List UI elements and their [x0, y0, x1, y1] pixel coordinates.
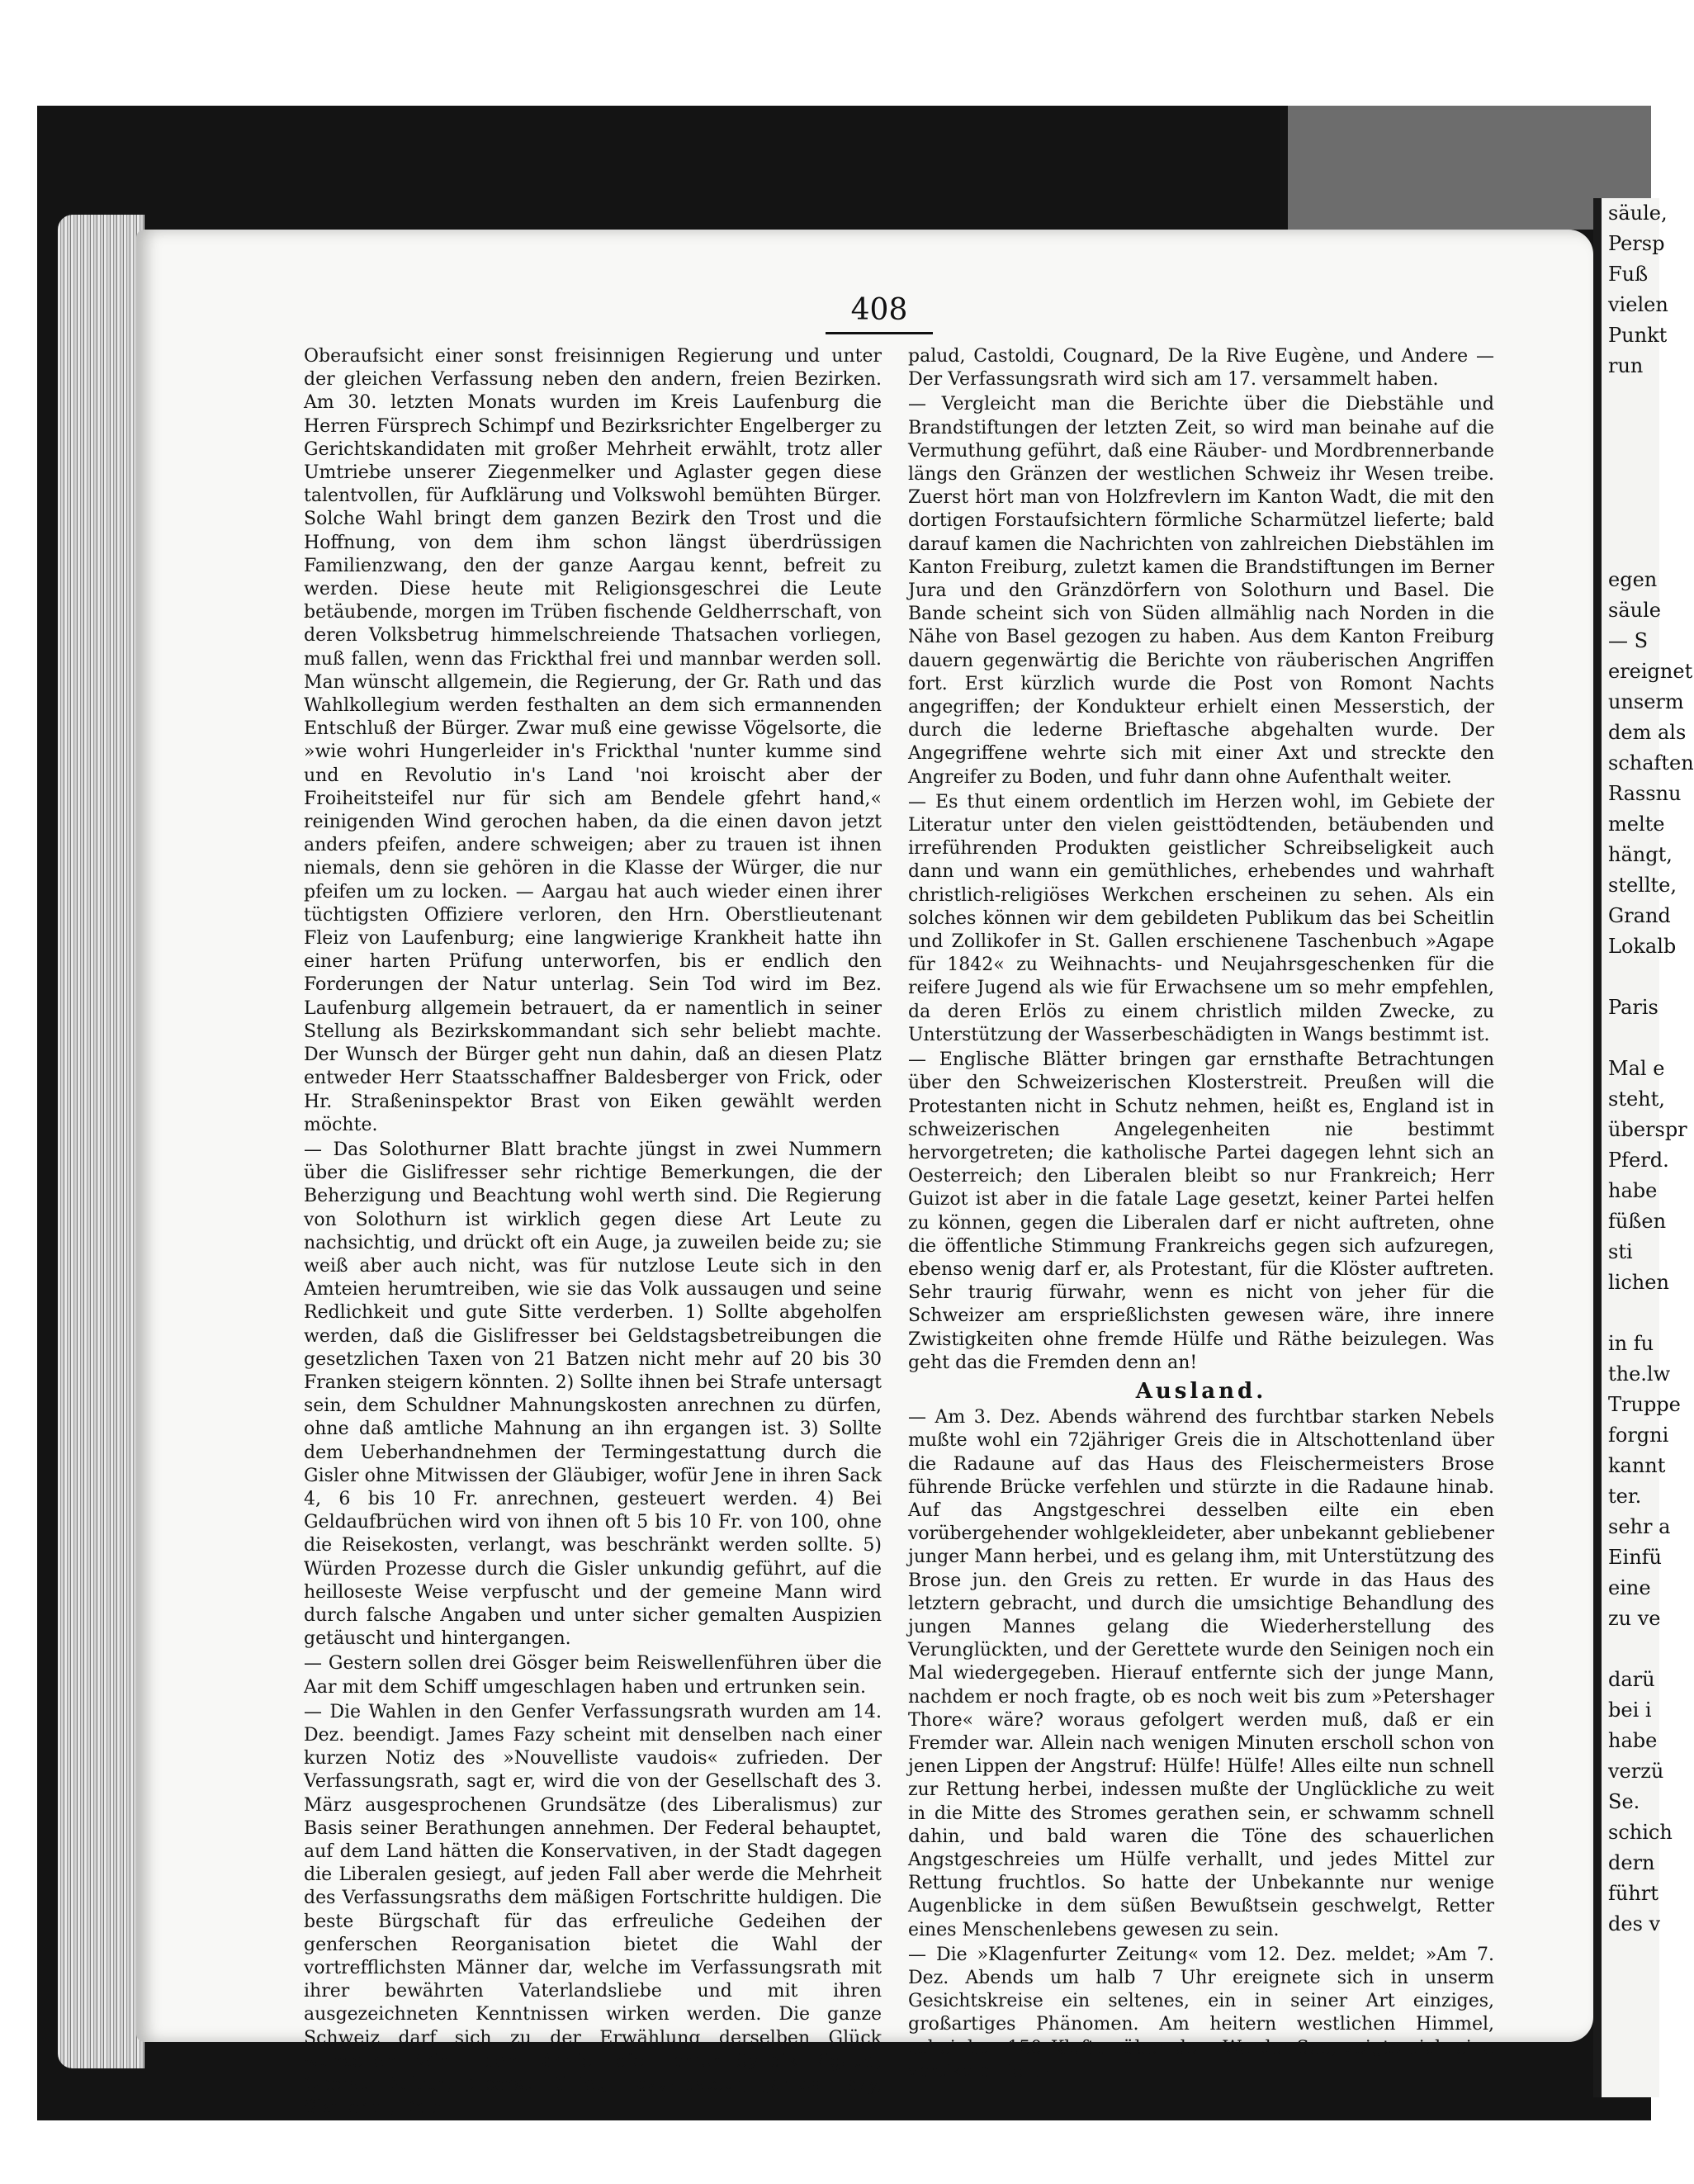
next-page-fragment: führt: [1608, 1882, 1659, 1905]
next-page-fragment: schich: [1608, 1821, 1673, 1844]
next-page-edge: [1593, 198, 1694, 2097]
next-page-fragment: sehr a: [1608, 1515, 1671, 1538]
next-page-fragment: Fuß: [1608, 263, 1649, 286]
next-page-fragment: schaften: [1608, 751, 1694, 775]
next-page-fragment: run: [1608, 354, 1644, 377]
section-heading: Ausland.: [1135, 1378, 1267, 1404]
next-page-fragment: ter.: [1608, 1485, 1642, 1508]
next-page-fragment: verzü: [1608, 1760, 1664, 1783]
next-page-fragment: habe: [1608, 1179, 1658, 1202]
next-page-fragment: vielen: [1608, 293, 1668, 316]
next-page-fragment: Grand: [1608, 904, 1671, 927]
next-page-fragment: des v: [1608, 1912, 1661, 1935]
next-page-fragment: [1602, 1023, 1659, 1054]
next-page-fragment: Paris: [1608, 996, 1659, 1019]
next-page-fragment: Rassnu: [1608, 782, 1682, 805]
next-page-fragment: eine: [1608, 1576, 1651, 1599]
next-page-fragment: bei i: [1608, 1698, 1652, 1722]
left-paragraph: — Gestern sollen drei Gösger beim Reiswellenführen über die Aar mit dem Schiff umgeschlagen haben und ertrunken sein.: [304, 1653, 882, 1698]
next-page-fragment: zu ve: [1608, 1607, 1661, 1630]
next-page-fragment: Pferd.: [1608, 1149, 1669, 1172]
right-paragraph: — Am 3. Dez. Abends während des furchtbar starken Nebels mußte wohl ein 72jähriger Greis die in Altschottenland über die Radaune auf das Haus des Fleischermeisters Brose führende Brücke verfehlen und stürzte in die Radaune hinab. Auf das Angstgeschrei desselben eilte ein eben vorübergehender wohlgekleideter, aber unbekannt gebliebener junger Mann herbei, und es gelang ihm, mit Unterstützung des Brose jun. den Greis zu retten. Er wurde in das Haus des letztern gebracht, und durch die umsichtige Behandlung des jungen Mannes gelang die Wiederherstellung des Verunglückten, und der Gerettete wurde den Seinigen noch ein Mal wiedergegeben. Hierauf entfernte sich der junge Mann, nachdem er noch fragte, ob es noch weit bis zum »Petershager Thore« wäre? woraus gefolgert werden muß, daß er ein Fremder war. Allein nach wenigen Minuten erscholl schon von jenen Lippen der Angstruf: Hülfe! Hülfe! Alles eilte nun schnell zur Rettung herbei, indessen mußte der Unglückliche zu weit in die Mitte des Stromes gerathen sein, er schwamm schnell dahin, und bald waren die Töne des schauerlichen Angstgeschreies um Hülfe verhallt, und jedes Mittel zur Rettung fruchtlos. So hatte der Unbekannte nur wenige Augenblicke in dem süßen Bewußtsein geschwelgt, Retter eines Menschenlebens gewesen zu sein.: [908, 1407, 1495, 1940]
next-page-fragment: Lokalb: [1608, 935, 1677, 958]
next-page-fragment: Truppe: [1608, 1393, 1681, 1416]
next-page-fragment: Einfü: [1608, 1546, 1662, 1569]
right-paragraph: palud, Castoldi, Cougnard, De la Rive Eugène, und Andere — Der Verfassungsrath wird sich am 17. versammelt haben.: [908, 346, 1494, 391]
left-column: [304, 345, 882, 2120]
next-page-fragment: the.lw: [1608, 1362, 1671, 1386]
next-page-fragment: [1602, 962, 1659, 993]
next-page-fragment: habe: [1608, 1729, 1658, 1752]
next-page-fragment: Mal e: [1608, 1057, 1665, 1080]
next-page-fragment: säule: [1608, 599, 1661, 622]
next-page-fragment: — S: [1608, 629, 1649, 652]
next-page-fragment: [1602, 473, 1659, 504]
next-page-fragment: darü: [1608, 1668, 1655, 1691]
next-page-fragment: [1602, 1298, 1659, 1329]
next-page-fragment: kannt: [1608, 1454, 1666, 1477]
next-page-fragment: [1602, 443, 1659, 473]
next-page-fragment: [1602, 534, 1659, 565]
next-page-fragment: [1602, 1634, 1659, 1665]
next-page-fragment: überspr: [1608, 1118, 1687, 1141]
next-page-fragment: ereignet: [1608, 660, 1693, 683]
left-paragraph: Oberaufsicht einer sonst freisinnigen Regierung und unter der gleichen Verfassung neben den andern, freien Bezirken. Am 30. letzten Monats wurden im Kreis Laufenburg die Herren Fürsprech Schimpf und Bezirksrichter Engelberger zu Gerichtskandidaten mit großer Mehrheit erwählt, trotz aller Umtriebe unserer Ziegenmelker und Aglaster gegen diese talentvollen, für Aufklärung und Volkswohl bemühten Bürger. Solche Wahl bringt dem ganzen Bezirk den Trost und die Hoffnung, von dem ihm schon längst überdrüssigen Familienzwang, den der ganze Aargau kennt, befreit zu werden. Diese heute mit Religionsgeschrei die Leute betäubende, morgen im Trüben fischende Geldherrschaft, von deren Volksbetrug himmelschreiende Thatsachen vorliegen, muß fallen, wenn das Frickthal frei und mannbar werden soll. Man wünscht allgemein, die Regierung, der Gr. Rath und das Wahlkollegium werden festhalten an dem sich ermannenden Entschluß der Bürger. Zwar muß eine gewisse Vögelsorte, die »wie wohri Hungerleider in's Frickthal 'nunter kumme sind und en Revolutio in's Land 'noi kroischt aber der Froiheitsteifel nur für sich am Bendele gfehrt hand,« reinigenden Wind gerochen haben, da die einen davon jetzt anders pfeifen, andere schweigen; aber zu trauen ist ihnen niemals, denn sie gehören in die Klasse der Würger, die nur pfeifen um zu locken. — Aargau hat auch wieder einen ihrer tüchtigsten Offiziere verloren, den Hrn. Oberstlieutenant Fleiz von Laufenburg; eine langwierige Krankheit hatte ihn einer harten Prüfung unterworfen, bis er endlich den Forderungen der Natur unterlag. Sein Tod wird im Bez. Laufenburg allgemein betrauert, da er namentlich in seiner Stellung als Bezirkskommandant sich sehr beliebt machte. Der Wunsch der Bürger geht nun dahin, daß an diesen Platz entweder Herr Staatsschaffner Baldesberger von Frick, oder Hr. Straßeninspektor Brast von Eiken gewählt werden möchte.: [304, 346, 882, 1135]
right-column: [908, 345, 1494, 2083]
next-page-fragment: [1602, 412, 1659, 443]
next-page-fragment: stellte,: [1608, 874, 1677, 897]
book-page-edges: [58, 215, 144, 2068]
next-page-fragment: hängt,: [1608, 843, 1673, 866]
next-page-fragment: sti: [1608, 1240, 1633, 1263]
next-page-fragment: forgni: [1608, 1424, 1669, 1447]
next-page-fragment: säule,: [1608, 201, 1668, 225]
next-page-fragment: egen: [1608, 568, 1658, 591]
header-rule: [826, 332, 933, 334]
next-page-fragment: lichen: [1608, 1271, 1669, 1294]
next-page-fragment: dem als: [1608, 721, 1687, 744]
next-page-fragment: unserm: [1608, 690, 1684, 713]
next-page-fragment: Se.: [1608, 1790, 1640, 1813]
right-paragraph: — Die »Klagenfurter Zeitung« vom 12. Dez. meldet; »Am 7. Dez. Abends um halb 7 Uhr ereignete sich in unserm Gesichtskreise ein seltenes, ein in seiner Art einziges, großartiges Phänomen. Am heitern westlichen Himmel, scheinbar 150 Klafter über dem Werder-See, zeigte sich eine vertikale Licht-: [908, 1944, 1494, 2082]
next-page-fragment: Punkt: [1608, 324, 1668, 347]
next-page-fragment: melte: [1608, 812, 1665, 836]
next-page-fragment: Persp: [1608, 232, 1665, 255]
next-page-fragment: dern: [1608, 1851, 1655, 1874]
left-paragraph: — Das Solothurner Blatt brachte jüngst in zwei Nummern über die Gislifresser sehr richtige Bemerkungen, die der Beherzigung und Beachtung wohl werth sind. Die Regierung von Solothurn ist wirklich gegen diese Art Leute zu nachsichtig, und drückt oft ein Auge, ja zuweilen beide zu; sie weiß aber auch nicht, was für nutzlose Leute sich in den Amteien herumtreiben, wie sie das Volk aussaugen und seine Redlichkeit und gute Sitte verderben. 1) Sollte abgeholfen werden, daß die Gislifresser bei Geldstagsbetreibungen die gesetzlichen Taxen von 21 Batzen nicht mehr auf 20 bis 30 Franken steigern könnten. 2) Sollte ihnen bei Strafe untersagt sein, dem Schuldner Mahnungskosten anrechnen zu dürfen, ohne daß amtliche Mahnung an ihn ergangen ist. 3) Sollte dem Ueberhandnehmen der Termingestattung durch die Gisler ohne Mitwissen der Gläubiger, wofür Jene in ihren Sack 4, 6 bis 10 Fr. anrechnen, gesteuert werden. 4) Bei Geldaufbrüchen wird von ihnen oft 5 bis 10 Fr. von 100, ohne die Reisekosten, verlangt, was beschränkt werden sollte. 5) Würden Prozesse durch die Gisler unkundig geführt, auf die heilloseste Weise verpfuscht und der gemeine Mann wird durch falsche Angaben und unter sicher gemalten Auspizien getäuscht und hintergangen.: [304, 1139, 882, 1650]
right-paragraph: — Vergleicht man die Berichte über die Diebstähle und Brandstiftungen der letzten Zeit, so wird man beinahe auf die Vermuthung geführt, daß eine Räuber- und Mordbrennerbande längs den Gränzen der westlichen Schweiz ihr Wesen treibe. Zuerst hört man von Holzfrevlern im Kanton Wadt, die mit den dortigen Forstaufsichtern förmliche Scharmützel lieferte; bald darauf kamen die Nachrichten von zahlreichen Diebstählen im Kanton Freiburg, zuletzt kamen die Brandstiftungen im Berner Jura und den Gränzdörfern von Solothurn und Basel. Die Bande scheint sich von Süden allmählig nach Norden in die Nähe von Basel gezogen zu haben. Aus dem Kanton Freiburg dauern gegenwärtig die Berichte von räuberischen Angriffen fort. Erst kürzlich wurde die Post von Romont Nachts angegriffen; der Kondukteur erhielt einen Messerstich, der durch die lederne Brieftasche abgehalten wurde. Der Angegriffene wehrte sich mit einer Axt und streckte den Angreifer zu Boden, und fuhr dann ohne Aufenthalt weiter.: [908, 394, 1494, 788]
page-number: 408: [850, 293, 908, 327]
left-paragraph: — Die Wahlen in den Genfer Verfassungsrath wurden am 14. Dez. beendigt. James Fazy scheint mit denselben nach einer kurzen Notiz des »Nouvelliste vaudois« zufrieden. Der Verfassungsrath, sagt er, wird die von der Gesellschaft des 3. März ausgesprochenen Grundsätze (des Liberalismus) zur Basis seiner Berathungen annehmen. Der Federal behauptet, auf dem Land hätten die Konservativen, in der Stadt dagegen die Liberalen gesiegt, auf jeden Fall aber werde die Mehrheit des Verfassungsraths dem mäßigen Fortschritte huldigen. Die beste Bürgschaft für das erfreuliche Gedeihen der genferschen Reorganisation bietet die Wahl der vortrefflichsten Männer dar, welche im Verfassungsrath mit ihrer bewährten Vaterlandsliebe und mit ihren ausgezeichneten Kenntnissen wirken werden. Die ganze Schweiz darf sich zu der Erwählung derselben Glück wünschen. Wir finden nämlich die Herren Syndik Rigaud, Oberst Dufour, Oberst Rilliet, Fazy-Pasteur, James Fazy, Sismondi, Dela-: [304, 1701, 882, 2119]
next-page-fragment: [1602, 381, 1659, 412]
next-page-fragment: in fu: [1608, 1332, 1654, 1355]
next-page-fragment: [1602, 504, 1659, 534]
next-page-fragment: füßen: [1608, 1210, 1667, 1233]
next-page-fragment: steht,: [1608, 1087, 1665, 1111]
right-paragraph: — Es thut einem ordentlich im Herzen wohl, im Gebiete der Literatur unter den vielen geisttödtenden, betäubenden und irreführenden Produkten geistlicher Schreibseligkeit auch dann und wann ein gemüthliches, erhebendes und wahrhaft christlich-religiöses Werkchen erscheinen zu sehen. Als ein solches können wir dem gebildeten Publikum das bei Scheitlin und Zollikofer in St. Gallen erschienene Taschenbuch »Agape für 1842« zu Weihnachts- und Neujahrsgeschenken für die reifere Jugend als wie für Erwachsene um so mehr empfehlen, da deren Erlös zu einem christlich milden Zwecke, zu Unterstützung der Wasserbeschädigten in Wangs bestimmt ist.: [908, 791, 1494, 1045]
right-paragraph: — Englische Blätter bringen gar ernsthafte Betrachtungen über den Schweizerischen Klosterstreit. Preußen will die Protestanten nicht in Schutz nehmen, heißt es, England ist in schweizerischen Angelegenheiten nie bestimmt hervorgetreten; die katholische Partei dagegen lehnt sich an Oesterreich; den Liberalen bleibt so nur Frankreich; Herr Guizot ist aber in die fatale Lage gesetzt, keiner Partei helfen zu können, gegen die Liberalen darf er nicht auftreten, ohne die öffentliche Stimmung Frankreichs gegen sich aufzuregen, ebenso wenig darf er, als Protestant, für die Klöster auftreten. Sehr traurig fürwahr, wenn es nicht von jeher für die Schweizer am ersprießlichsten gewesen wäre, ihre innere Zwistigkeiten ohne fremde Hülfe und Räthe beizulegen. Was geht das die Fremden denn an!: [908, 1049, 1494, 1373]
